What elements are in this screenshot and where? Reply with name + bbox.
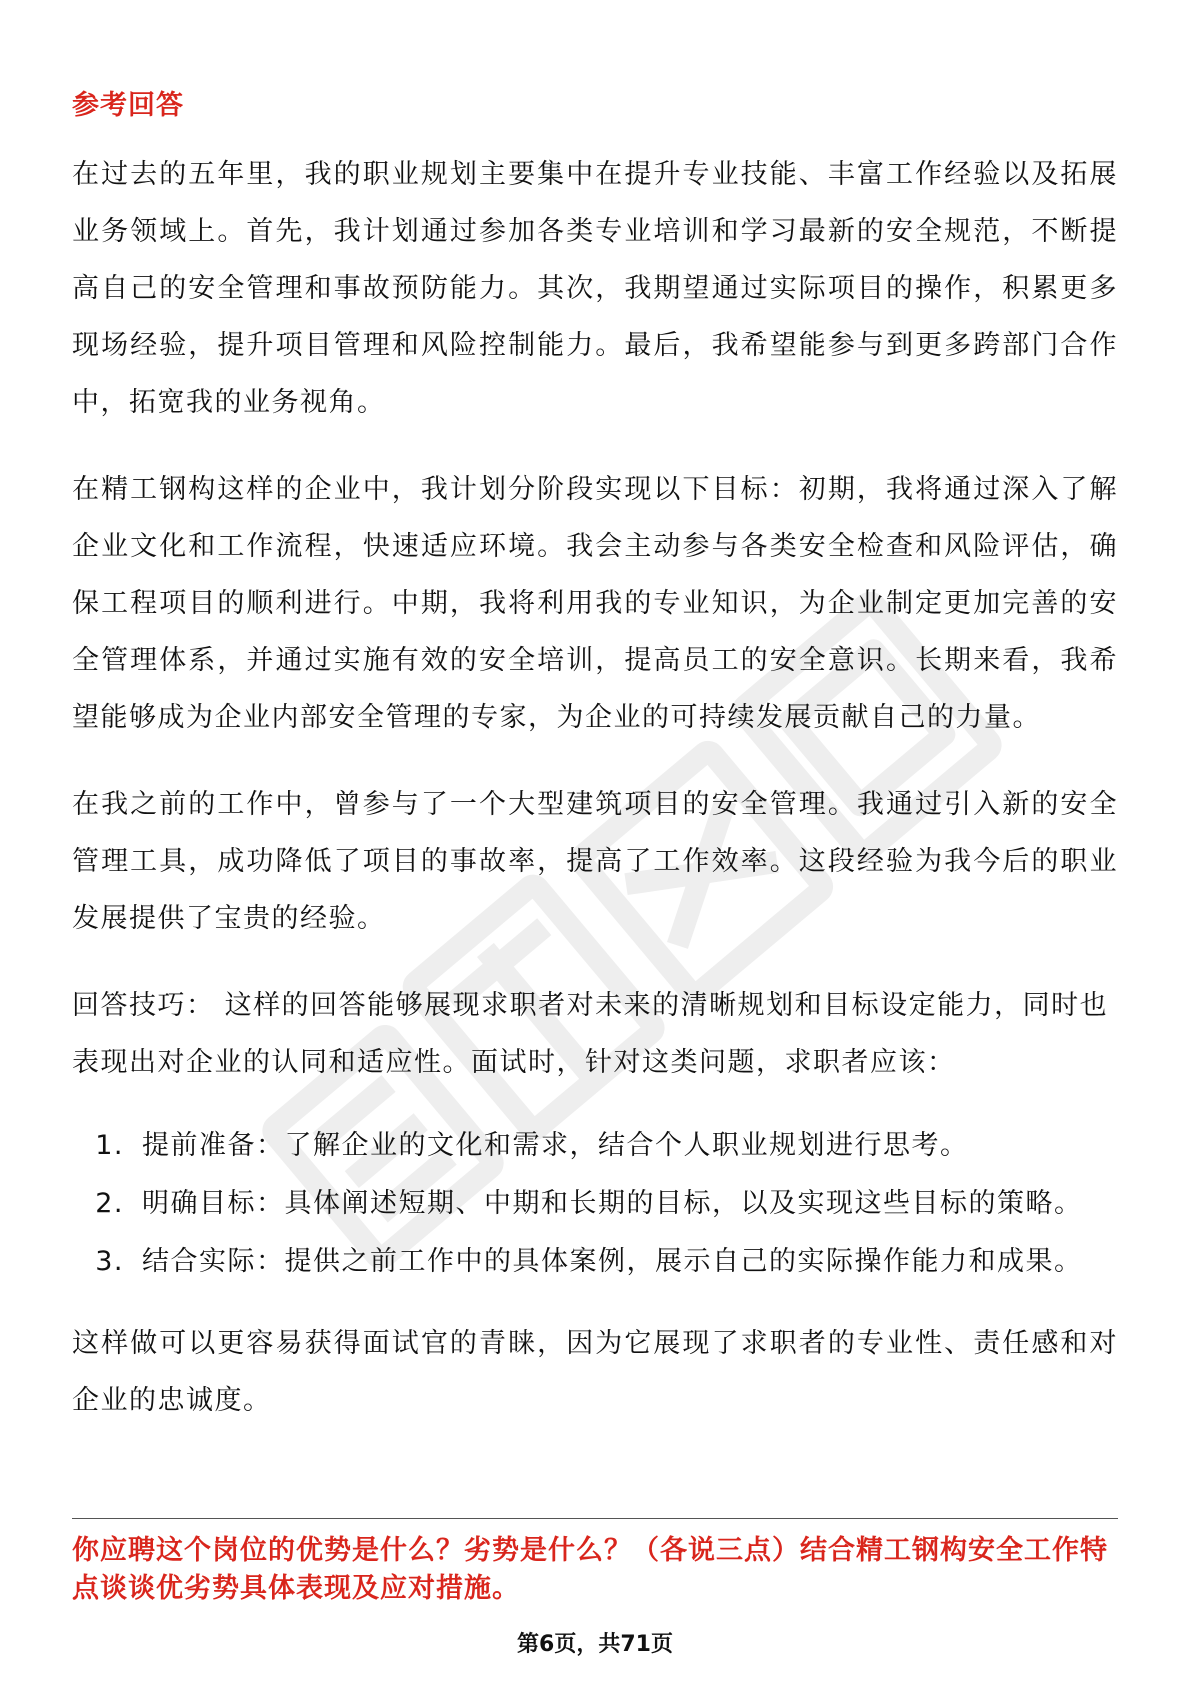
answer-tips: 回答技巧： 这样的回答能够展现求职者对未来的清晰规划和目标设定能力，同时也表现出对企业的认同和适应性。面试时，针对这类问题，求职者应该：: [72, 990, 1109, 1078]
section-divider: [72, 1518, 1118, 1519]
list-item-text: 提前准备：了解企业的文化和需求，结合个人职业规划进行思考。: [142, 1130, 969, 1161]
list-item-text: 结合实际：提供之前工作中的具体案例，展示自己的实际操作能力和成果。: [142, 1246, 1083, 1277]
section-title: 参考回答: [72, 90, 184, 121]
list-item: [72, 1175, 1118, 1233]
conclusion-paragraph: 这样做可以更容易获得面试官的青睐，因为它展现了求职者的专业性、责任感和对企业的忠诚度。: [72, 1328, 1118, 1416]
answer-paragraph: 在精工钢构这样的企业中，我计划分阶段实现以下目标：初期，我将通过深入了解企业文化和工作流程，快速适应环境。我会主动参与各类安全检查和风险评估，确保工程项目的顺利进行。中期，我将利用我的专业知识，为企业制定更加完善的安全管理体系，并通过实施有效的安全培训，提高员工的安全意识。长期来看，我希望能够成为企业内部安全管理的专家，为企业的可持续发展贡献自己的力量。: [72, 474, 1118, 733]
tips-list: [72, 1117, 1118, 1291]
answer-paragraph: 在我之前的工作中，曾参与了一个大型建筑项目的安全管理。我通过引入新的安全管理工具，成功降低了项目的事故率，提高了工作效率。这段经验为我今后的职业发展提供了宝贵的经验。: [72, 789, 1118, 934]
list-item: [72, 1233, 1118, 1291]
list-item-number: 2.: [95, 1188, 124, 1219]
list-item-number: 3.: [95, 1246, 124, 1277]
answer-paragraph: 在过去的五年里，我的职业规划主要集中在提升专业技能、丰富工作经验以及拓展业务领域上。首先，我计划通过参加各类专业培训和学习最新的安全规范，不断提高自己的安全管理和事故预防能力。其次，我期望通过实际项目的操作，积累更多现场经验，提升项目管理和风险控制能力。最后，我希望能参与到更多跨部门合作中，拓宽我的业务视角。: [72, 159, 1118, 418]
list-item-number: 1.: [95, 1130, 124, 1161]
answer-section: [72, 86, 1118, 1459]
next-question-heading: 你应聘这个岗位的优势是什么？劣势是什么？（各说三点）结合精工钢构安全工作特点谈谈优劣势具体表现及应对措施。: [72, 1535, 1108, 1604]
list-item: [72, 1117, 1118, 1175]
page-number-footer: 第6页，共71页: [517, 1632, 673, 1657]
list-item-text: 明确目标：具体阐述短期、中期和长期的目标，以及实现这些目标的策略。: [142, 1188, 1083, 1219]
